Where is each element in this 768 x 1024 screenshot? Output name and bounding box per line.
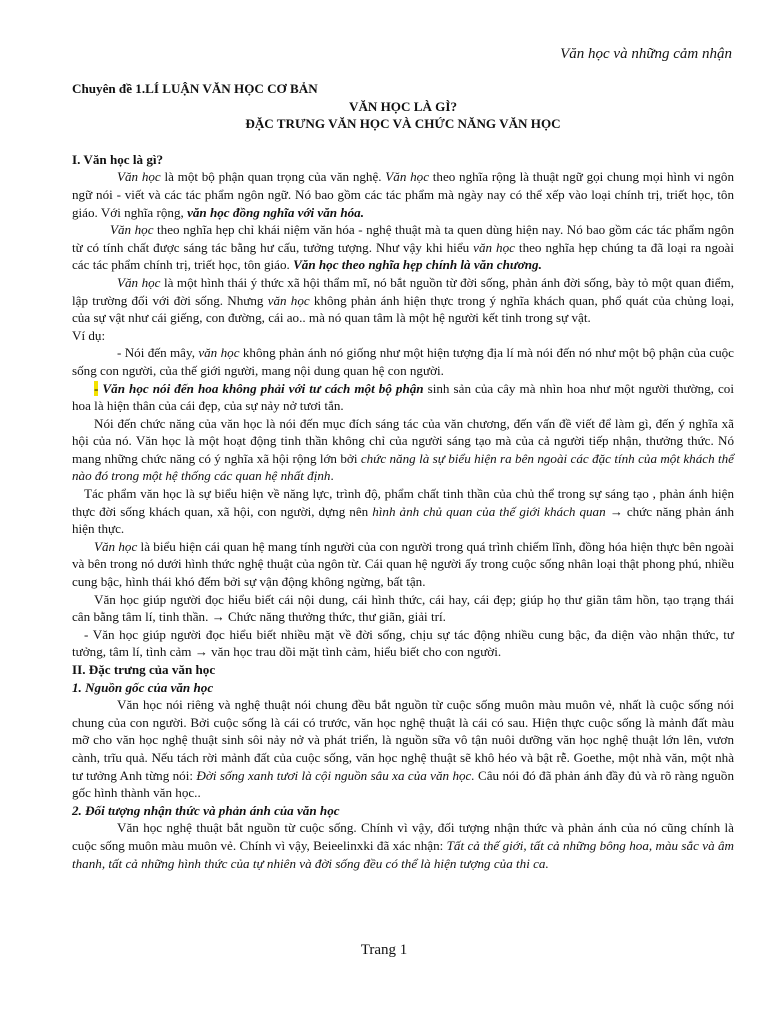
paragraph: Văn học nói riêng và nghệ thuật nói chung đều bắt nguồn từ cuộc sống muôn màu muôn vẻ, nhất là cuộc sống nói chung của con người. Bởi cuộc sống là cái có trước, văn học nghệ thuật là cái có sau. Hiện thực cuộc sống là mảnh đất màu mỡ cho văn học nghệ thuật sinh sôi nảy nở và phát triển, là nguồn sữa vô tận nuôi dưỡng văn học nghệ thuật lớn lên, vươn cành, trĩu quả. Nếu tách rời mảnh đất của cuộc sống, văn học nghệ thuật sẽ khô héo và bật rễ. Goethe, một nhà văn, một nhà tư tưởng Anh từng nói: Đời sống xanh tươi là cội nguồn sâu xa của văn học. Câu nói đó đã phản ánh đầy đủ và rõ ràng nguồn gốc hình thành văn học.. <box>72 697 734 801</box>
section1-title: I. Văn học là gì? <box>72 151 164 167</box>
subsection-heading: 2. Đối tượng nhận thức và phản ánh của văn học <box>72 802 340 818</box>
paragraph: Văn học là một bộ phận quan trọng của văn nghệ. Văn học theo nghĩa rộng là thuật ngữ gọi chung mọi hình vi ngôn ngữ nói - viết và các tác phẩm ngôn ngữ. Nó bao gồm các tác phẩm mà ngày nay có thể xếp vào loại chính trị, triết học, tôn giáo. Với nghĩa rộng, văn học đồng nghĩa với văn hóa. <box>72 169 734 220</box>
subtitle-heading: ĐẶC TRƯNG VĂN HỌC VÀ CHỨC NĂNG VĂN HỌC <box>245 116 561 132</box>
paragraph: - Văn học giúp người đọc hiểu biết nhiều mặt về đời sống, chịu sự tác động nhiều cung bậc, đa diện vào nhận thức, tư tưởng, tâm lí, tình cảm → văn học trau dồi mặt tình cảm, hiểu biết cho con người. <box>72 626 734 660</box>
paragraph: Văn học là biểu hiện cái quan hệ mang tính người của con người trong quá trình chiếm lĩnh, đồng hóa hiện thực bên ngoài và bên trong nó dưới hình thức nghệ thuật của ngôn từ. Cái quan hệ người ấy trong cuộc sống nhân loại thật phong phú, nhiều cung bậc, hình thái khó đếm bởi sự vận động không ngừng, bất tận. <box>72 538 734 590</box>
document-body <box>72 80 734 872</box>
paragraph: Văn học giúp người đọc hiểu biết cái nội dung, cái hình thức, cái hay, cái đẹp; giúp họ thư giãn tâm hồn, tạo trạng thái cân bằng tâm lí, tinh thần. → Chức năng thưởng thức, thư giãn, giải trí. <box>72 591 734 625</box>
section2-title: II. Đặc trưng của văn học <box>72 662 216 677</box>
paragraph: Văn học là một hình thái ý thức xã hội thẩm mĩ, nó bắt nguồn từ đời sống, phản ánh đời sống, bày tỏ một quan điểm, lập trường đối với đời sống. Nhưng văn học không phản ánh hiện thực trong ý nghĩa khách quan, phổ quát của chủng loại, của sự vật như cái giếng, con đường, cái ao.. mà nó quan tâm là một hệ người kết tinh trong sự vật. <box>72 274 734 326</box>
paragraph: Văn học nghệ thuật bắt nguồn từ cuộc sống. Chính vì vậy, đối tượng nhận thức và phản ánh của nó cũng chính là cuộc sống muôn màu muôn vẻ. Chính vì vậy, Beieelinxki đã xác nhận: Tất cả thế giới, tất cả những bông hoa, màu sắc và âm thanh, tất cả những hình thức của tự nhiên và đời sống đều có thể là hiện tượng của thi ca. <box>72 820 734 871</box>
paragraph: Nói đến chức năng của văn học là nói đến mục đích sáng tác của văn chương, đến vấn đề viết để làm gì, đến ý nghĩa xã hội của nó. Văn học là một hoạt động tinh thần không chỉ của người sáng tạo mà của cả người tiếp nhận, thưởng thức. Nó mang những chức năng có ý nghĩa xã hội rộng lớn bởi chức năng là sự biểu hiện ra bên ngoài các đặc tính của một khách thể nào đó trong một hệ thống các quan hệ nhất định. <box>72 415 734 484</box>
paragraph: Tác phẩm văn học là sự biểu hiện về năng lực, trình độ, phẩm chất tinh thần của chủ thể trong sự sáng tạo , phản ánh hiện thực đời sống khách quan, xã hội, con người, dựng nên hình ảnh chủ quan của thế giới khách quan → chức năng phản ánh hiện thực. <box>72 486 734 537</box>
example-label: Ví dụ: <box>72 327 106 343</box>
page-number: Trang 1 <box>360 942 408 958</box>
topic-heading: Chuyên đề 1.LÍ LUẬN VĂN HỌC CƠ BẢN <box>72 81 318 96</box>
paragraph: - Văn học nói đến hoa không phải với tư cách một bộ phận sinh sản của cây mà nhìn hoa như một người thường, coi hoa là hiện thân của cái đẹp, của sự nảy nở tươi tắn. <box>72 380 734 414</box>
paragraph: - Nói đến mây, văn học không phản ánh nó giống như một hiện tượng địa lí mà nói đến nó như một bộ phận của cuộc sống con người, của thế giới người, mang nội dung quan hệ con người. <box>72 345 734 378</box>
paragraph: Văn học theo nghĩa hẹp chỉ khái niệm văn hóa - nghệ thuật mà ta quen dùng hiện nay. Nó bao gồm các tác phẩm ngôn từ có tính chất được sáng tác bằng hư cấu, tưởng tượng. Như vậy khi hiểu văn học theo nghĩa hẹp chúng ta đã loại ra ngoài các tác phẩm chính trị, triết học, tôn giáo. Văn học theo nghĩa hẹp chính là văn chương. <box>72 222 734 273</box>
question-heading: VĂN HỌC LÀ GÌ? <box>348 98 458 114</box>
highlight-mark: - <box>94 380 99 396</box>
running-header: Văn học và những cảm nhận <box>560 46 732 62</box>
subsection-heading: 1. Nguồn gốc của văn học <box>72 679 214 695</box>
